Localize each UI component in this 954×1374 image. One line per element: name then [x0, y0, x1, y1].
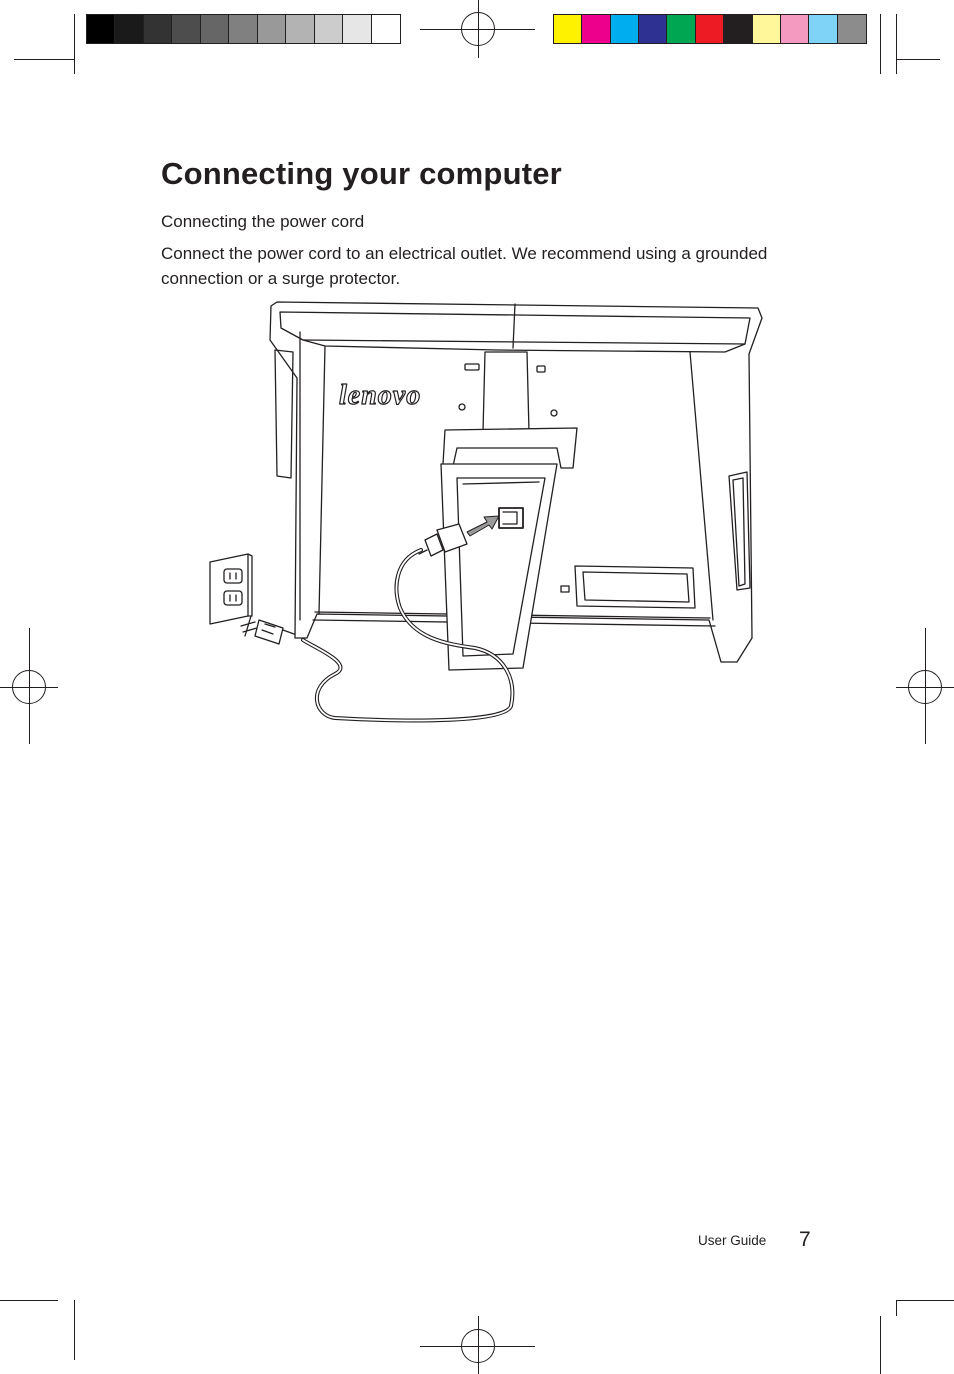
color-swatch: [372, 15, 400, 43]
section-heading: Connecting the power cord: [161, 212, 365, 231]
color-swatch: [724, 15, 752, 43]
color-swatch: [315, 15, 343, 43]
color-swatch: [115, 15, 143, 43]
color-swatch: [343, 15, 371, 43]
color-swatch: [667, 15, 695, 43]
grayscale-bar: [86, 14, 401, 44]
color-swatch: [229, 15, 257, 43]
color-swatch: [201, 15, 229, 43]
color-swatch: [781, 15, 809, 43]
color-swatch: [753, 15, 781, 43]
color-bar: [553, 14, 867, 44]
color-swatch: [172, 15, 200, 43]
footer-label: User Guide: [698, 1233, 767, 1248]
color-swatch: [144, 15, 172, 43]
color-swatch: [838, 15, 866, 43]
lenovo-logo: lenovo: [339, 380, 422, 411]
computer-rear-view-icon: [270, 302, 762, 670]
page-title: Connecting your computer: [161, 156, 562, 191]
body-text: Connect the power cord to an electrical outlet. We recommend using a grounded connection or a surge protector.: [161, 244, 768, 288]
color-swatch: [696, 15, 724, 43]
color-swatch: [809, 15, 837, 43]
color-swatch: [582, 15, 610, 43]
color-swatch: [611, 15, 639, 43]
color-swatch: [286, 15, 314, 43]
color-swatch: [87, 15, 115, 43]
wall-outlet-icon: [210, 554, 252, 624]
color-swatch: [639, 15, 667, 43]
power-cord-illustration: [205, 298, 765, 723]
page-number: 7: [799, 1228, 811, 1251]
color-swatch: [554, 15, 582, 43]
color-swatch: [258, 15, 286, 43]
